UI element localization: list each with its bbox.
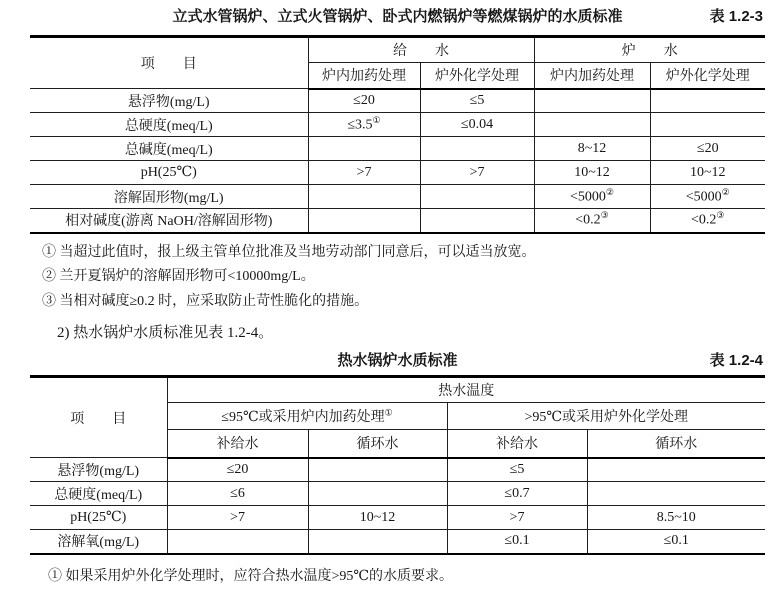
t1-cell: >7	[308, 161, 420, 185]
t1-header-item: 项 目	[30, 37, 308, 89]
t1-cell: ≤5	[420, 89, 534, 113]
table2-number: 表 1.2-4	[709, 352, 763, 369]
t1-row-label: 相对碱度(游离 NaOH/溶解固形物)	[30, 209, 308, 233]
table2-caption	[30, 351, 765, 371]
t1-cell: >7	[420, 161, 534, 185]
t2-cell: ≤0.7	[447, 482, 587, 506]
t1-header-boilerwater: 炉 水	[534, 37, 765, 63]
table2-note: ① 如果采用炉外化学处理时，应符合热水温度>95℃的水质要求。	[48, 568, 454, 584]
t2-cell	[167, 530, 308, 554]
t1-cell: ≤20	[650, 137, 765, 161]
footnote-mark: ③	[600, 210, 609, 221]
t2-header-temp: 热水温度	[167, 377, 765, 403]
t2-cell	[308, 458, 447, 482]
t1-header-sub4: 炉外化学处理	[650, 63, 765, 89]
t1-row-label: 总碱度(meq/L)	[30, 137, 308, 161]
table1-title: 立式水管锅炉、立式火管锅炉、卧式内燃锅炉等燃煤锅炉的水质标准	[172, 8, 623, 25]
t1-cell	[420, 209, 534, 233]
t1-cell	[420, 185, 534, 209]
cell-value: <0.2	[575, 213, 601, 229]
t2-cell: >7	[167, 506, 308, 530]
table1-note: ③ 当相对碱度≥0.2 时，应采取防止苛性脆化的措施。	[42, 293, 369, 309]
t1-row-label: 总硬度(meq/L)	[30, 113, 308, 137]
t1-cell	[308, 113, 420, 137]
table1-caption	[30, 6, 765, 28]
t1-cell: ≤20	[308, 89, 420, 113]
table-row	[30, 209, 765, 233]
t1-cell	[308, 185, 420, 209]
cell-value: <0.2	[691, 213, 717, 229]
t2-header-item: 项 目	[30, 377, 167, 458]
t2-cell	[308, 530, 447, 554]
t1-cell	[534, 185, 650, 209]
t1-header-sub2: 炉外化学处理	[420, 63, 534, 89]
t1-cell	[534, 89, 650, 113]
table-row	[30, 137, 765, 161]
footnote-mark: ②	[721, 186, 730, 197]
t2-cell: ≤20	[167, 458, 308, 482]
t2-header-sub2: 循环水	[308, 430, 447, 458]
table2-header-row1	[30, 377, 765, 403]
t1-row-label: 溶解固形物(mg/L)	[30, 185, 308, 209]
t1-header-sub3: 炉内加药处理	[534, 63, 650, 89]
t1-cell	[534, 209, 650, 233]
t1-cell: 8~12	[534, 137, 650, 161]
t2-header-cond2: >95℃或采用炉外化学处理	[447, 403, 765, 430]
footnote-mark: ①	[384, 407, 393, 418]
cell-value: <5000	[685, 189, 722, 205]
table-row	[30, 113, 765, 137]
table2-hot-water-quality	[30, 375, 765, 555]
t2-cell: ≤0.1	[587, 530, 765, 554]
table1-note: ② 兰开夏锅炉的溶解固形物可<10000mg/L。	[42, 269, 315, 284]
t1-cell: ≤0.04	[420, 113, 534, 137]
t2-cell: ≤6	[167, 482, 308, 506]
table1-note: ① 当超过此值时，报上级主管单位批准及当地劳动部门同意后，可以适当放宽。	[42, 244, 536, 260]
table1-number: 表 1.2-3	[709, 8, 763, 25]
t1-cell	[308, 137, 420, 161]
cell-value: ≤95℃或采用炉内加药处理	[221, 410, 385, 425]
table-row	[30, 89, 765, 113]
table1-notes	[30, 241, 781, 315]
table2-title: 热水锅炉水质标准	[337, 352, 458, 369]
t2-cell: ≤0.1	[447, 530, 587, 554]
t2-row-label: 溶解氧(mg/L)	[30, 530, 167, 554]
t2-header-sub3: 补给水	[447, 430, 587, 458]
t1-cell	[420, 137, 534, 161]
t1-header-feedwater: 给 水	[308, 37, 534, 63]
t1-row-label: pH(25℃)	[30, 161, 308, 185]
cell-value: <5000	[570, 189, 606, 205]
table-row	[30, 482, 765, 506]
t2-header-sub1: 补给水	[167, 430, 308, 458]
t1-header-sub1: 炉内加药处理	[308, 63, 420, 89]
footnote-mark: ②	[605, 186, 614, 197]
t1-row-label: 悬浮物(mg/L)	[30, 89, 308, 113]
table1-header-row1	[30, 37, 765, 63]
t2-cell: ≤5	[447, 458, 587, 482]
t1-cell	[650, 113, 765, 137]
body-paragraph: 2) 热水锅炉水质标准见表 1.2-4。	[57, 325, 274, 341]
table-row	[30, 506, 765, 530]
table-row	[30, 458, 765, 482]
t2-cell	[308, 482, 447, 506]
table-row	[30, 161, 765, 185]
t2-cell	[587, 482, 765, 506]
t2-header-cond1	[167, 403, 447, 430]
footnote-mark: ①	[372, 114, 381, 125]
t2-header-sub4: 循环水	[587, 430, 765, 458]
t2-cell: 10~12	[308, 506, 447, 530]
footnote-mark: ③	[716, 210, 725, 221]
t1-cell: 10~12	[534, 161, 650, 185]
t2-row-label: 悬浮物(mg/L)	[30, 458, 167, 482]
table-row	[30, 530, 765, 554]
t2-cell: 8.5~10	[587, 506, 765, 530]
t1-cell	[534, 113, 650, 137]
t1-cell	[650, 209, 765, 233]
table-row	[30, 185, 765, 209]
t1-cell	[308, 209, 420, 233]
table1-water-quality	[30, 35, 765, 234]
cell-value: ≤3.5	[347, 117, 373, 133]
t1-cell	[650, 89, 765, 113]
t2-row-label: pH(25℃)	[30, 506, 167, 530]
t2-cell: >7	[447, 506, 587, 530]
t2-cell	[587, 458, 765, 482]
t2-row-label: 总硬度(meq/L)	[30, 482, 167, 506]
t1-cell	[650, 185, 765, 209]
t1-cell: 10~12	[650, 161, 765, 185]
